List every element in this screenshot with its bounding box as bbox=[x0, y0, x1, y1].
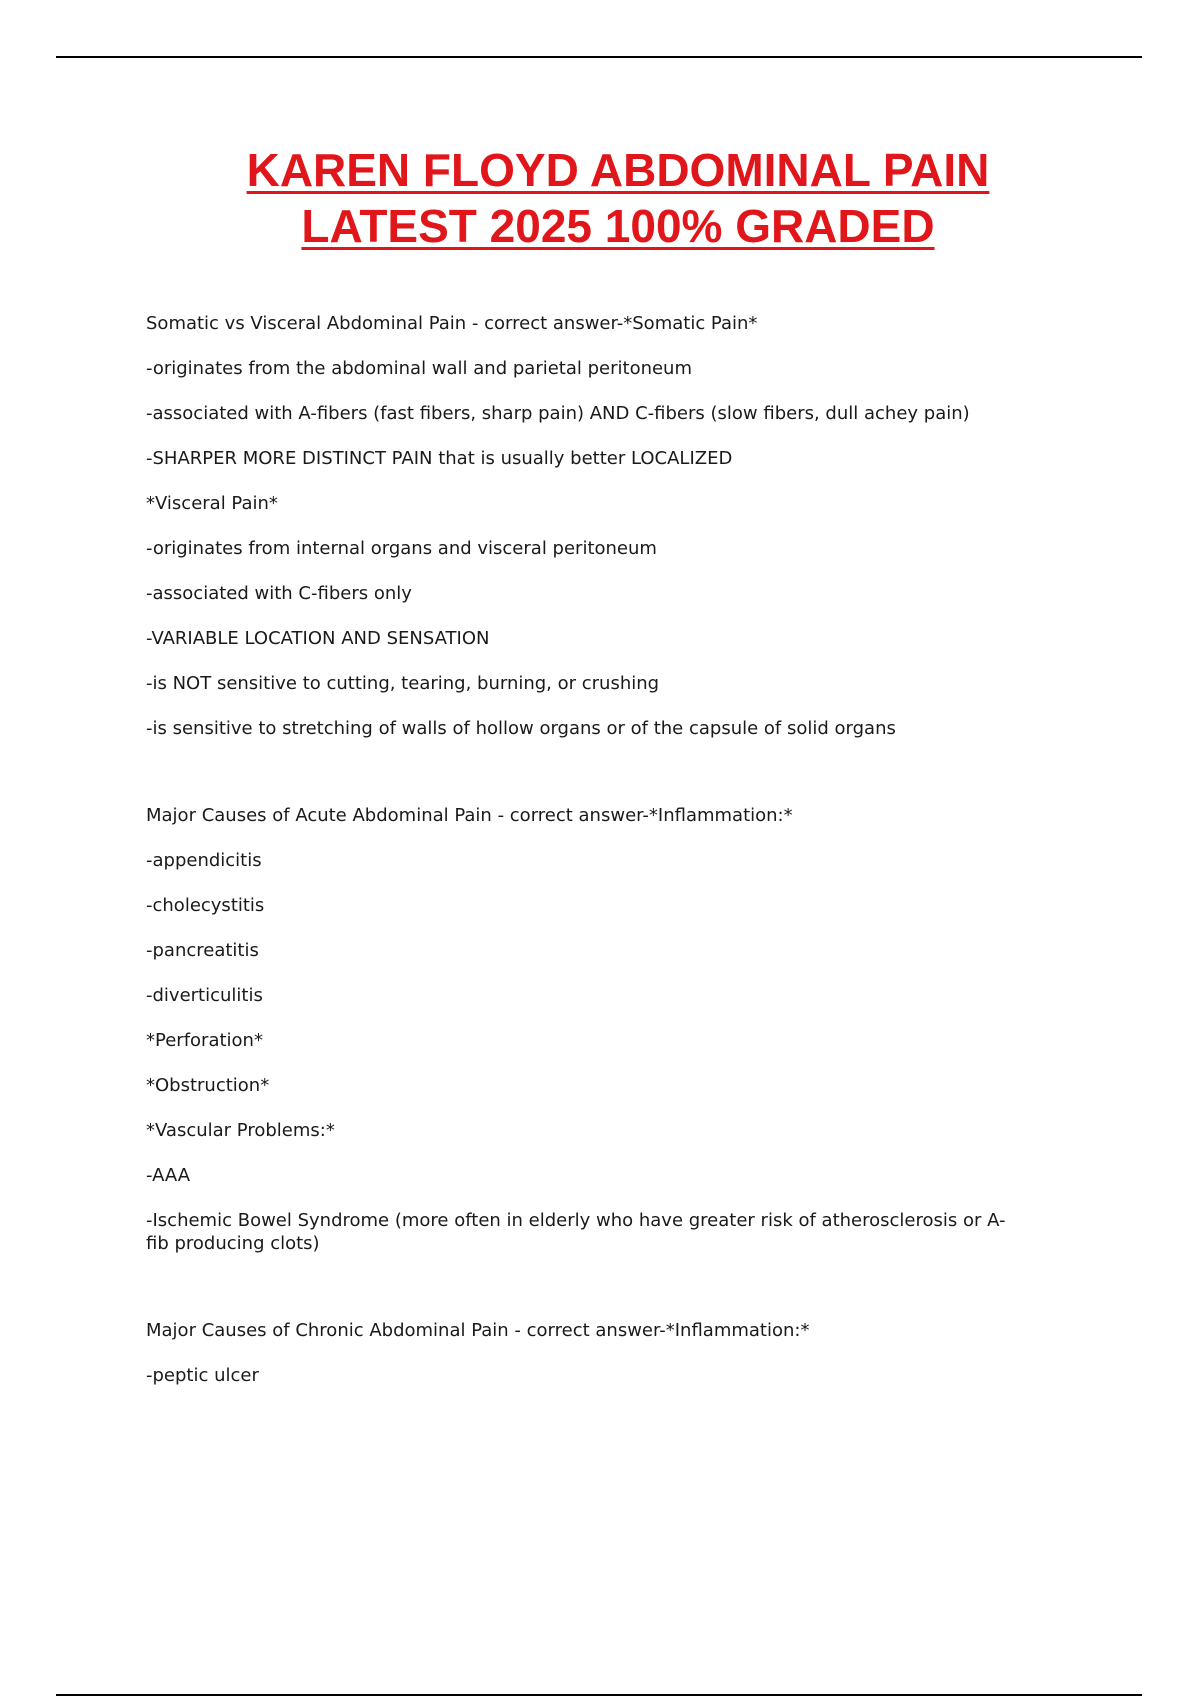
answer-line: -originates from the abdominal wall and parietal peritoneum bbox=[146, 358, 693, 379]
section-spacer bbox=[146, 762, 1026, 804]
answer-line: -pancreatitis bbox=[146, 940, 259, 961]
answer-line: -VARIABLE LOCATION AND SENSATION bbox=[146, 628, 490, 649]
answer-line: *Visceral Pain* bbox=[146, 493, 278, 514]
question-line: Somatic vs Visceral Abdominal Pain - correct answer-*Somatic Pain* bbox=[146, 313, 758, 334]
bottom-rule bbox=[56, 1694, 1142, 1696]
answer-line: -associated with A-fibers (fast fibers, sharp pain) AND C-fibers (slow fibers, dull achey pain) bbox=[146, 403, 970, 424]
title-line-1: KAREN FLOYD ABDOMINAL PAIN bbox=[246, 144, 990, 196]
answer-line: *Perforation* bbox=[146, 1030, 263, 1051]
answer-line: -Ischemic Bowel Syndrome (more often in elderly who have greater risk of atherosclerosis or A-fib producing clots) bbox=[146, 1210, 1006, 1254]
answer-line: -originates from internal organs and visceral peritoneum bbox=[146, 538, 657, 559]
answer-line: -is sensitive to stretching of walls of hollow organs or of the capsule of solid organs bbox=[146, 718, 896, 739]
document-body bbox=[146, 312, 1026, 1409]
answer-line: -SHARPER MORE DISTINCT PAIN that is usually better LOCALIZED bbox=[146, 448, 733, 469]
top-rule bbox=[56, 56, 1142, 58]
question-line: Major Causes of Acute Abdominal Pain - correct answer-*Inflammation:* bbox=[146, 805, 793, 826]
answer-line: -peptic ulcer bbox=[146, 1365, 259, 1386]
answer-line: -associated with C-fibers only bbox=[146, 583, 412, 604]
answer-line: -cholecystitis bbox=[146, 895, 265, 916]
qa-section-acute-causes bbox=[146, 804, 1026, 1255]
answer-line: -appendicitis bbox=[146, 850, 262, 871]
document-title bbox=[0, 142, 1200, 254]
qa-section-chronic-causes bbox=[146, 1319, 1026, 1387]
section-spacer bbox=[146, 1277, 1026, 1319]
qa-section-somatic-visceral bbox=[146, 312, 1026, 740]
answer-line: -diverticulitis bbox=[146, 985, 263, 1006]
question-line: Major Causes of Chronic Abdominal Pain - correct answer-*Inflammation:* bbox=[146, 1320, 810, 1341]
answer-line: *Obstruction* bbox=[146, 1075, 270, 1096]
answer-line: -AAA bbox=[146, 1165, 191, 1186]
title-line-2: LATEST 2025 100% GRADED bbox=[301, 200, 935, 252]
answer-line: *Vascular Problems:* bbox=[146, 1120, 335, 1141]
answer-line: -is NOT sensitive to cutting, tearing, burning, or crushing bbox=[146, 673, 660, 694]
